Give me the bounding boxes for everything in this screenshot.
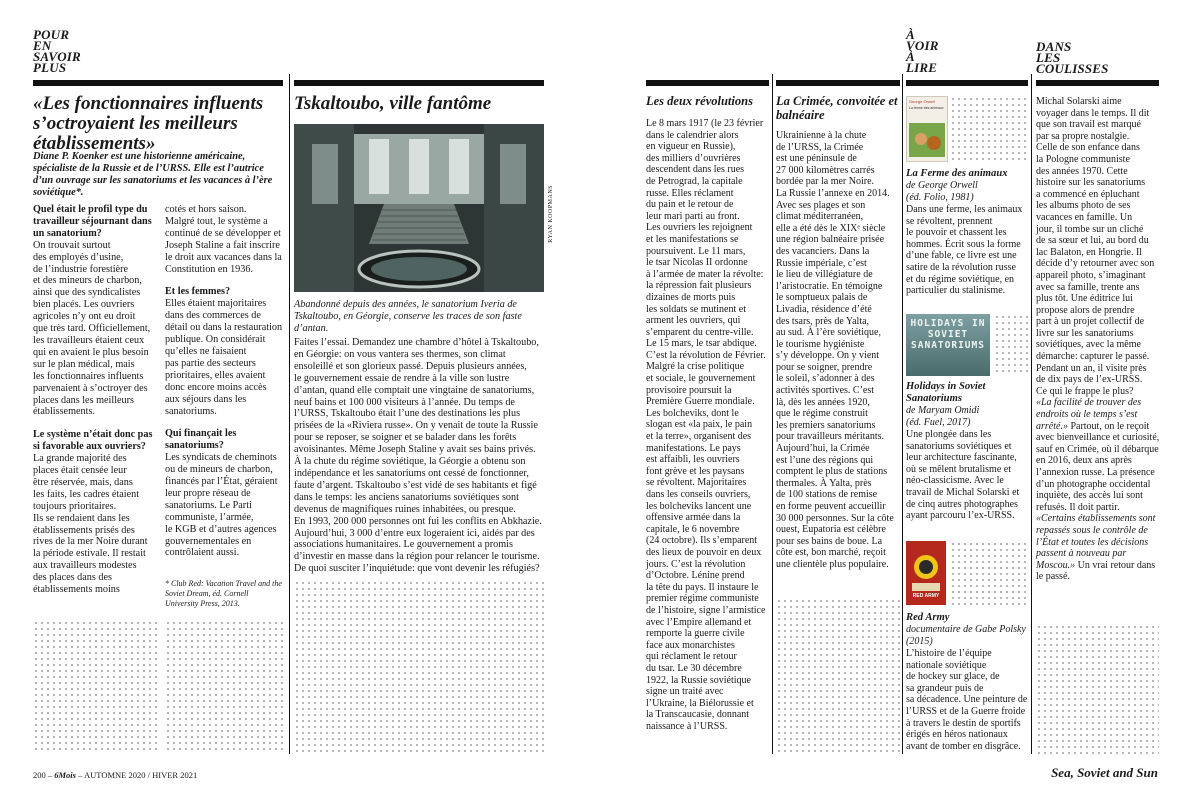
book-cover-holidays-in-soviet-sanatoriums xyxy=(906,314,990,376)
book-cover-animal-farm xyxy=(906,96,948,162)
kicker-pour-en-savoir-plus: POUR EN SAVOIR PLUS xyxy=(33,27,81,75)
dot-pattern-backstage xyxy=(1036,624,1159,754)
rule-bar-crimea xyxy=(776,80,900,86)
revolutions-body: Le 8 mars 1917 (le 23 février dans le calendrier alors en vigueur en Russie), des milliers d’ouvrières descendent dans les rues de Petrograd, la capitale russe. Elles réclament du pain et le retour de leur mari parti au front. Les ouvriers les rejoignent et les manifestations se poursuivent. Le 11 mars, le tsar Nicolas II ordonne à l’armée de mater la révolte: la répression fait plusieurs dizaines de morts puis les soldats se mutinent et arment les ouvriers, qui s’emparent du centre-ville. Le 15 mars, le tsar abdique. C’est la révolution de Février. Malgré la crise politique et sociale, le gouvernement provisoire poursuit la Première Guerre mondiale. Les bolcheviks, dont le slogan est «la paix, le pain et la terre», organisent des manifestations. Le pays est affaibli, les ouvriers font grève et les paysans se révoltent. Majoritaires dans les conseils ouvriers, les bolcheviks lancent une offensive armée dans la capitale, le 6 novembre (24 octobre). Ils s’emparent des lieux de pouvoir en deux jours. C’est la révolution d’Octobre. Lénine prend la tête du pays. Il instaure le premier régime communiste de l’histoire, signe l’armistice avec l’Empire allemand et remporte la guerre civile face aux monarchistes qui réclament le retour du tsar. Le 30 décembre 1922, la Russie soviétique signe un traité avec l’Ukraine, la Biélorussie et la Transcaucasie, donnant naissance à l’URSS. xyxy=(646,118,766,732)
item-1-title: La Ferme des animaux xyxy=(906,168,1008,179)
sanatorium-interior-illustration xyxy=(294,124,544,292)
backstage-body-2: Partout, on le reçoit avec bienveillance et curiosité, sauf en Crimée, où il débarque en 2016, deux ans après l’annexion russe. La présence d’un photographe occidental inquiète, des accès lui sont refusés. Il doit partir. xyxy=(1036,420,1160,513)
series-title: Sea, Soviet and Sun xyxy=(1051,765,1158,780)
film-poster-red-army xyxy=(906,541,946,605)
item-3-title: Red Army xyxy=(906,612,950,623)
answer-3: Elles étaient majoritaires dans des commerces de détail ou dans la restauration publique. On considérait qu’elles ne faisaient pas partie des secteurs prioritaires, elles avaient donc encore moins accès aux séjours dans les sanatoriums. xyxy=(165,298,283,417)
footnote: * Club Red: Vacation Travel and the Soviet Dream, éd. Cornell University Press, 2013. xyxy=(165,579,282,609)
cover-title: La ferme des animaux xyxy=(909,106,944,110)
crimea-title: La Crimée, convoitée et balnéaire xyxy=(776,94,898,122)
dot-pattern-see-read-2 xyxy=(994,314,1028,376)
backstage-continuation xyxy=(1036,397,1161,583)
answer-2: La grande majorité des places était censée leur être réservée, mais, dans les faits, les cadres étaient toujours prioritaires. Ils se rendaient dans les établissements prisés des rives de la mer Noire durant la période estivale. Il restait aux travailleurs modestes des places dans des établissements moins xyxy=(33,453,148,596)
backstage-text xyxy=(1036,96,1161,583)
revolutions-title: Les deux révolutions xyxy=(646,94,753,108)
dot-pattern-see-read-1 xyxy=(950,96,1028,164)
column-divider-left xyxy=(289,74,290,754)
rule-bar-backstage xyxy=(1036,80,1159,86)
item-2-title: Holidays in Soviet Sanatoriums xyxy=(906,381,986,404)
rule-bar-interview xyxy=(33,80,283,86)
issue-label: AUTOMNE 2020 / HIVER 2021 xyxy=(84,770,198,780)
question-1: Quel était le profil type du travailleur séjournant dans un sanatorium? xyxy=(33,204,152,239)
see-read-item-3 xyxy=(906,612,1031,752)
question-2: Le système n’était donc pas si favorable aux ouvriers? xyxy=(33,429,153,453)
see-read-item-2 xyxy=(906,381,1031,522)
photo-caption: Abandonné depuis des années, le sanatorium Iveria de Tskaltoubo, en Géorgie, conserve les traces de son faste d’antan. xyxy=(294,299,522,334)
answer-4: Les syndicats de cheminots ou de mineurs de charbon, financés par l’État, géraient leur propre réseau de sanatoriums. Le Parti communiste, l’armée, le KGB et d’autres agences gouvernementales en contrôlaient aussi. xyxy=(165,452,278,559)
magazine-name: 6Mois xyxy=(54,770,76,780)
question-4: Qui finançait les sanatoriums? xyxy=(165,428,237,452)
article-photo xyxy=(294,124,544,292)
item-1-desc: Dans une ferme, les animaux se révoltent, prennent le pouvoir et chassent les hommes. Écrit sous la forme d’une fable, ce livre est une satire de la révolution russe et du régime soviétique, en particulier du stalinisme. xyxy=(906,204,1023,297)
dot-pattern-see-read-3 xyxy=(950,541,1028,609)
cover-author: George Orwell xyxy=(909,99,935,104)
article-body: Faites l’essai. Demandez une chambre d’hôtel à Tskaltoubo, en Géorgie: on vous vantera ses thermes, son climat ensoleillé et son glorieux passé. Depuis plusieurs années, le gouvernement essaie de rendre à la ville son lustre d’antan, quand elle comptait une vingtaine de sanatoriums, neuf bains et 100 000 visiteurs à l’année. Du temps de l’URSS, Tskaltoubo était l’une des destinations les plus prisées de la «Riviera russe». On y venait de toute la Russie pour se reposer, se soigner et se balader dans les forêts avoisinantes. Même Joseph Staline y avait ses bains privés. À la chute du régime soviétique, la Géorgie a obtenu son indépendance et les sanatoriums ont cessé de fonctionner, faute d’argent. Tskaltoubo s’est vidé de ses habitants et figé dans le temps: les anciens sanatoriums soviétiques sont devenus de magnifiques ruines inhabitées, ou presque. En 1993, 200 000 personnes ont fui les conflits en Abkhazie. Aujourd’hui, 3 000 d’entre eux logeraient ici, aidés par des associations humanitaires. Le gouvernement a promis d’investir en masse dans la région pour relancer le tourisme. De quoi susciter l’inquiétude: que vont devenir les réfugiés? xyxy=(294,337,542,575)
left-footer: 200 – 6Mois – AUTOMNE 2020 / HIVER 2021 xyxy=(33,770,198,780)
backstage-body-3: Un vrai retour dans le passé. xyxy=(1036,559,1156,583)
interview-col-1 xyxy=(33,204,158,596)
item-2-desc: Une plongée dans les sanatoriums soviétiques et leur architecture fascinante, où se mêlent brutalisme et néo-classicisme. Avec le travail de Michal Solarski et de cinq autres photographes ayant parcouru l’ex-URSS. xyxy=(906,429,1020,522)
kicker-a-voir-a-lire: À VOIR À LIRE xyxy=(906,27,939,75)
backstage-quote-2: «Certains établissements sont repassés sous le contrôle de l’État et toutes les décisions passent à nouveau par Moscou.» xyxy=(1036,513,1156,571)
dot-pattern-interview xyxy=(33,620,158,754)
interview-col-2 xyxy=(165,204,283,609)
rule-bar-article xyxy=(294,80,544,86)
photo-credit: RYAN KOOPMANS xyxy=(548,185,554,243)
item-3-meta: documentaire de Gabe Polsky (2015) xyxy=(906,624,1026,647)
poster-title: RED ARMY xyxy=(912,593,940,599)
cover-title-holidays: HOLIDAYS IN SOVIET SANATORIUMS xyxy=(910,318,986,351)
dot-pattern-footnote xyxy=(165,620,283,754)
rule-bar-see-read xyxy=(906,80,1028,86)
backstage-quote-1: «La facilité de trouver des endroits où le temps s’est arrêté.» xyxy=(1036,397,1142,432)
item-1-meta: de George Orwell (éd. Folio, 1981) xyxy=(906,180,978,203)
crimea-body: Ukrainienne à la chute de l’URSS, la Crimée est une péninsule de 27 000 kilomètres carrés bordée par la mer Noire. La Russie l’annexe en 2014. Avec ses plages et son climat méditerranéen, elle a été dès le XIXᵉ siècle une région balnéaire prisée des vacanciers. Dans la Russie impériale, c’est le lieu de villégiature de l’aristocratie. En témoigne le somptueux palais de Livadia, résidence d’été des tsars, près de Yalta, au sud. À l’ère soviétique, le tourisme hygiéniste s’y développe. On y vient pour se soigner, prendre le soleil, s’adonner à des activités sportives. C’est là, dès les années 1920, que le régime construit les premiers sanatoriums pour travailleurs méritants. Aujourd’hui, la Crimée est l’une des régions qui comptent le plus de stations thermales. À Yalta, près de 100 stations de remise en forme peuvent accueillir 30 000 personnes. Sur la côte ouest, Eupatoria est célèbre pour ses bains de boue. La côte est, bon marché, reçoit une clientèle plus populaire. xyxy=(776,130,894,570)
item-2-meta: de Maryam Omidi (éd. Fuel, 2017) xyxy=(906,405,980,428)
column-divider-3 xyxy=(1031,74,1032,754)
question-3: Et les femmes? xyxy=(165,286,231,298)
backstage-body: Michal Solarski aime voyager dans le temps. Il dit que son travail est marqué par sa propre nostalgie. Celle de son enfance dans la Pologne communiste des années 1970. Cette histoire sur les sanatoriums a commencé en épluchant les albums photo de ses vacances en famille. Un jour, il tombe sur un cliché de sa sœur et lui, au bord du lac Balaton, en Hongrie. Il décide d’y retourner avec son appareil photo, s’imaginant avec sa famille, trente ans plus tôt. Une éditrice lui propose alors de prendre part à un projet collectif de livre sur les sanatoriums soviétiques, avec la même démarche: capturer le passé. Pendant un an, il visite près de dix pays de l’ex-URSS. Ce qui le frappe le plus? xyxy=(1036,96,1155,397)
see-read-item-1 xyxy=(906,168,1031,297)
interview-title: «Les fonctionnaires influents s’octroyaient les meilleurs établissements» xyxy=(33,93,264,154)
answer-1: On trouvait surtout des employés d’usine, de l’industrie forestière et des mineurs de charbon, ainsi que des syndicalistes bien placés. Les ouvriers agricoles n’y ont eu droit que très tard. Officiellement, les travailleurs étaient ceux qui en avaient le plus besoin sur le plan médical, mais les fonctionnaires influents parvenaient à s’octroyer des places dans les meilleurs établissements. xyxy=(33,239,151,418)
item-3-desc: L’histoire de l’équipe nationale soviétique de hockey sur glace, de sa grandeur puis de sa décadence. Une peinture de l’URSS et de la Guerre froide à travers le destin de sportifs érigés en héros nationaux avant de tomber en disgrâce. xyxy=(906,648,1028,752)
interview-lead: Diane P. Koenker est une historienne américaine, spécialiste de la Russie et de l’URSS. Elle est l’autrice d’un ouvrage sur les sanatoriums et les vacances à l’ère soviétique*. xyxy=(33,151,273,198)
kicker-dans-les-coulisses: DANS LES COULISSES xyxy=(1036,39,1109,76)
article-title: Tskaltoubo, ville fantôme xyxy=(294,93,492,114)
dot-pattern-crimea xyxy=(776,598,900,754)
rule-bar-revolutions xyxy=(646,80,769,86)
answer-2-continued: cotés et hors saison. Malgré tout, le système a continué de se développer et Joseph Staline a fait inscrire le droit aux vacances dans la Constitution en 1936. xyxy=(165,204,282,275)
dot-pattern-article xyxy=(294,580,544,754)
animal-farm-cover-art xyxy=(907,119,947,159)
page-number: 200 xyxy=(33,770,46,780)
